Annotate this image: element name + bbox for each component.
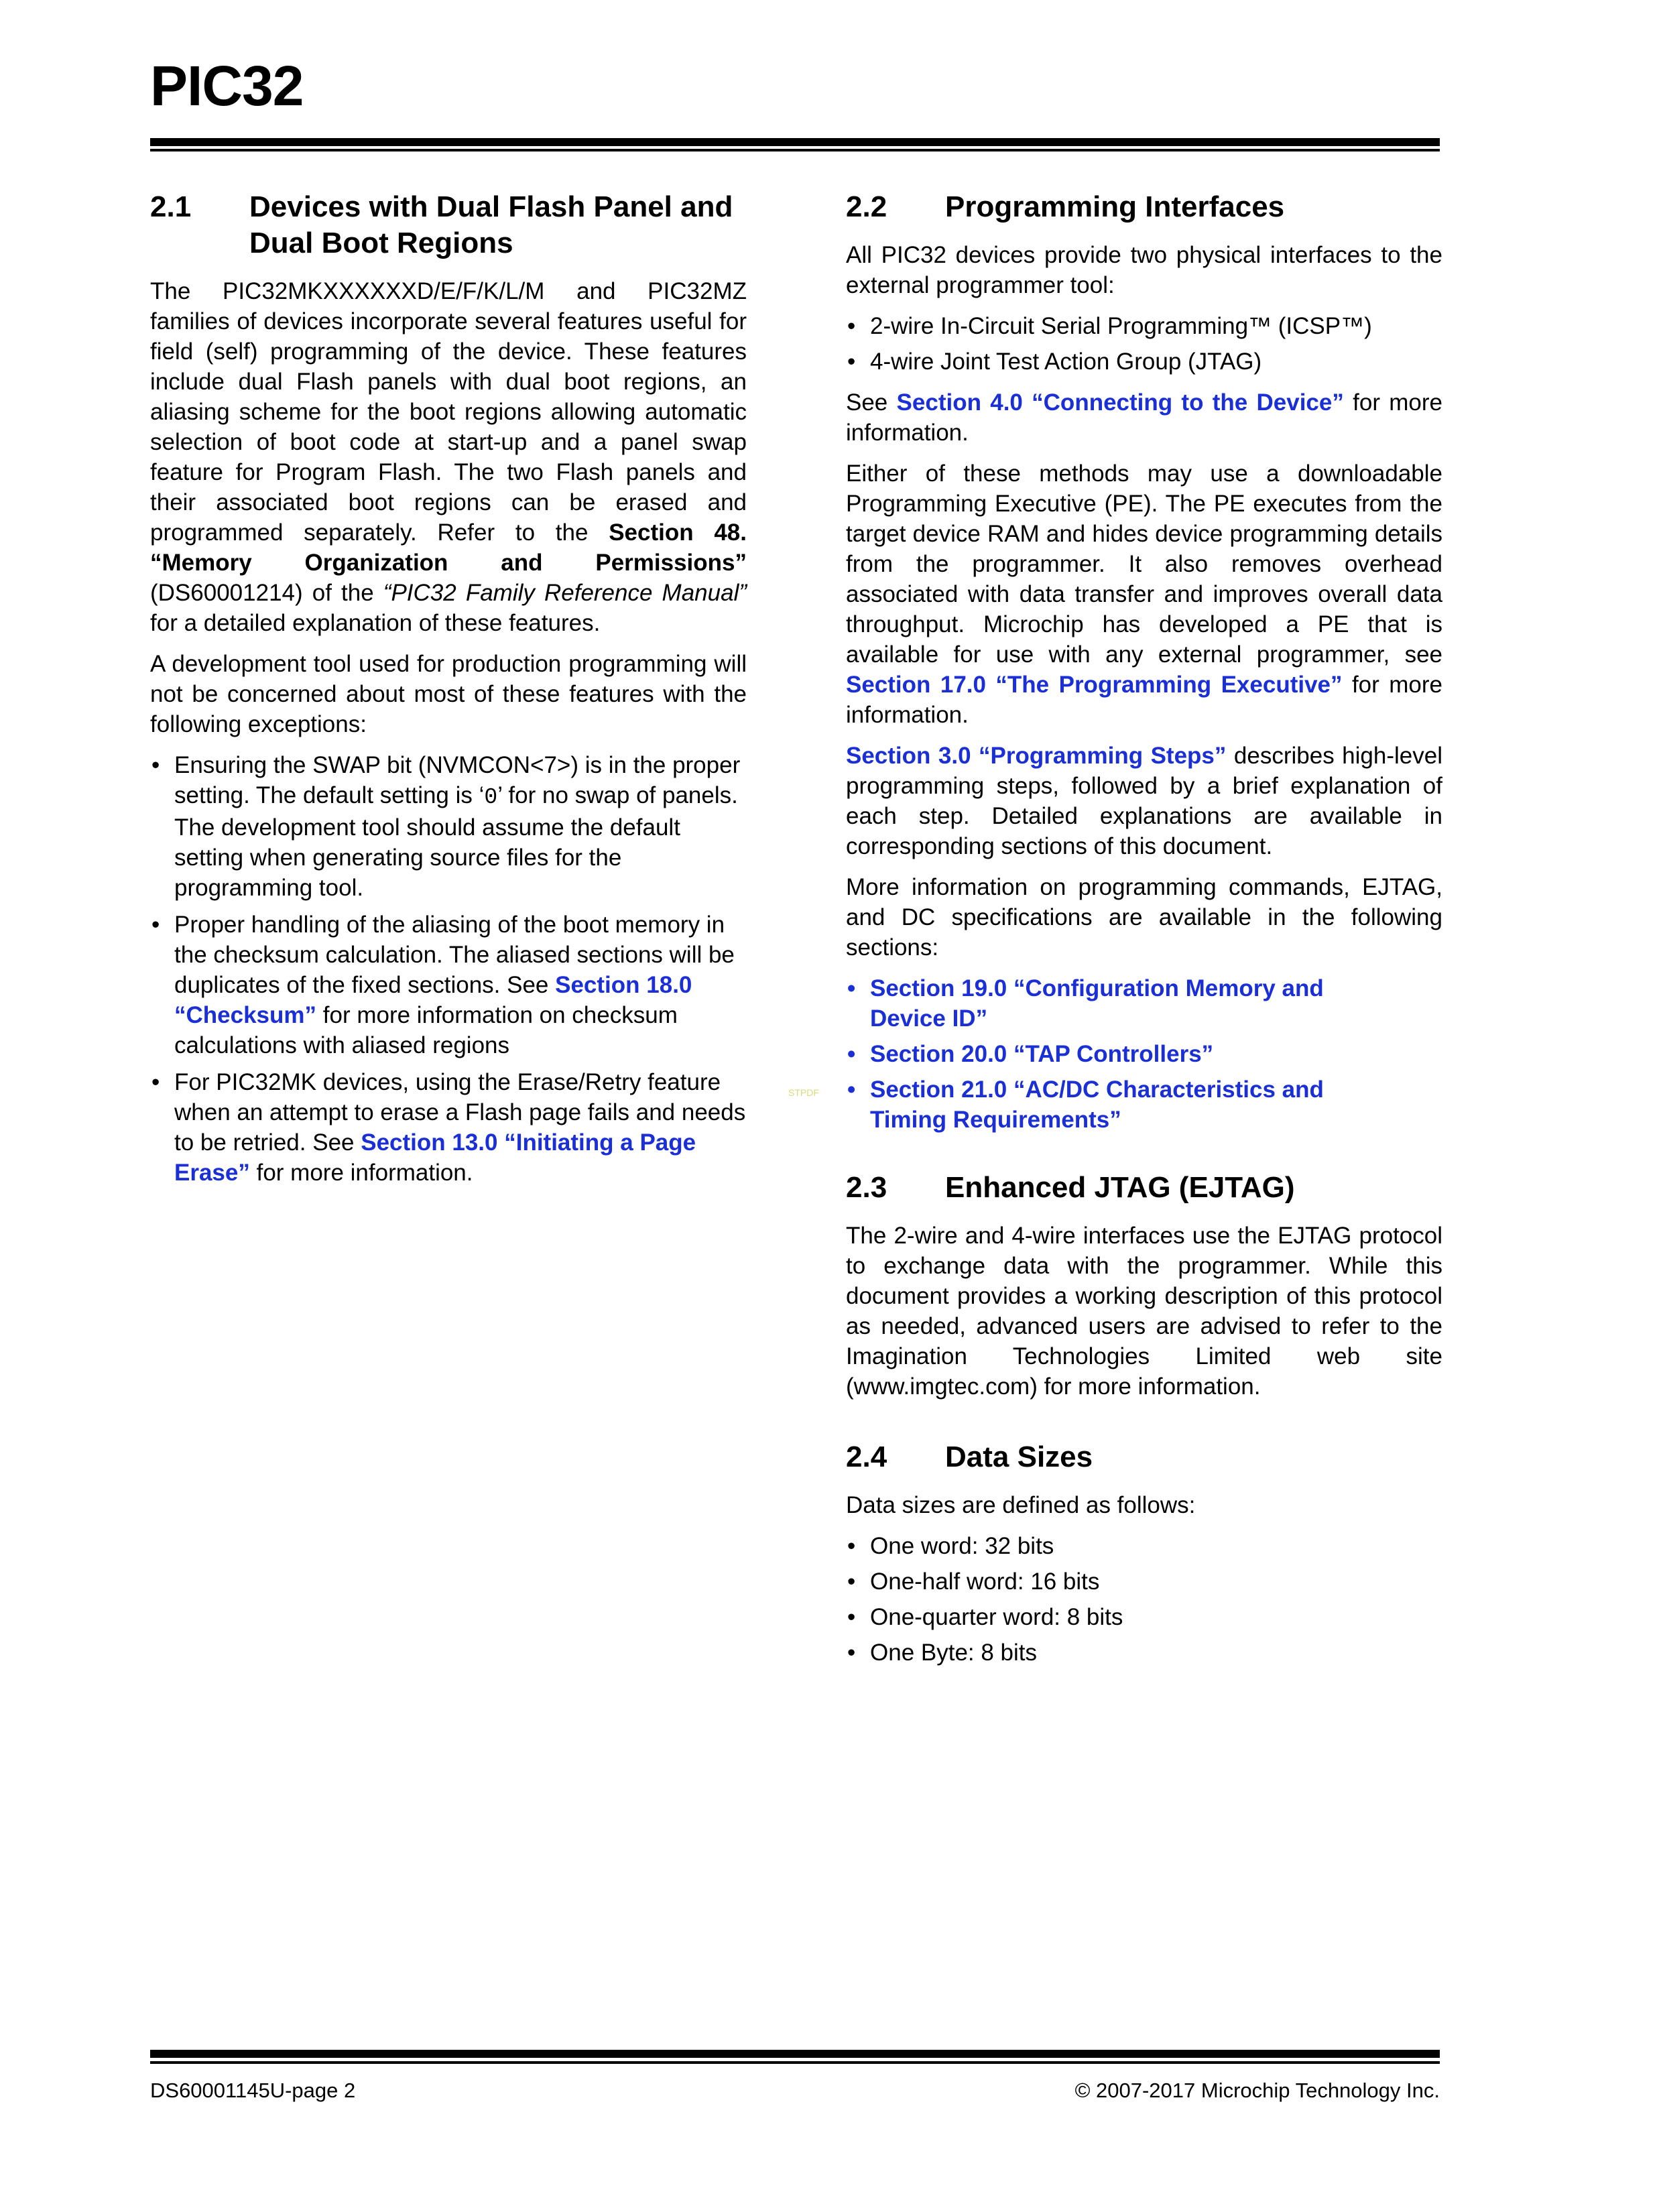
section-20-link[interactable]: • Section 20.0 “TAP Controllers”: [846, 1039, 1355, 1069]
data-sizes-list: [846, 1531, 1442, 1668]
section-18-link[interactable]: Section 18.0 “Checksum”: [174, 972, 692, 1028]
section-21-link[interactable]: • Section 21.0 “AC/DC Characteristics and Timing Requirements”: [846, 1074, 1355, 1135]
watermark: STPDF: [788, 1087, 819, 1098]
list-item: • One word: 32 bits: [846, 1531, 1442, 1561]
section-title: Devices with Dual Flash Panel and Dual Boot Regions: [249, 190, 733, 259]
related-sections-list: [846, 973, 1355, 1135]
section-2-1: [150, 189, 747, 1188]
section-2-2-paragraph-4: Section 3.0 “Programming Steps” describes high-level programming steps, followed by a brief explanation of each step. Detailed explanations are available in corresponding sections of this document.: [846, 743, 1442, 859]
section-number: 2.4: [846, 1440, 887, 1473]
section-2-1-paragraph-2: A development tool used for production programming will not be concerned about most of these features with the following exceptions:: [150, 651, 747, 737]
footer-rule-thick: [150, 2050, 1440, 2058]
footer-document-id: DS60001145U-page 2: [150, 2079, 356, 2102]
list-item: • Ensuring the SWAP bit (NVMCON<7>) is in the proper setting. The default setting is ‘0’ for no swap of panels. The development tool should assume the default setting when generating source files for the programming tool.: [150, 750, 747, 903]
footer-rule-thin: [150, 2061, 1440, 2064]
code-value: 0: [484, 785, 498, 810]
section-3-link[interactable]: Section 3.0 “Programming Steps”: [846, 743, 1227, 769]
section-17-link[interactable]: Section 17.0 “The Programming Executive”: [846, 672, 1343, 698]
page-title: PIC32: [150, 54, 304, 117]
section-2-4-paragraph-1: Data sizes are defined as follows:: [846, 1492, 1196, 1518]
section-title: Programming Interfaces: [945, 190, 1285, 223]
section-title: Data Sizes: [945, 1440, 1093, 1473]
section-heading: [846, 1439, 1442, 1475]
section-heading: [150, 189, 747, 261]
section-2-2-paragraph-1: All PIC32 devices provide two physical interfaces to the external programmer tool:: [846, 242, 1442, 298]
reference-italic: “PIC32 Family Reference Manual”: [383, 580, 747, 606]
section-number: 2.3: [846, 1171, 887, 1204]
interfaces-list: [846, 311, 1442, 377]
section-2-2-paragraph-3: Either of these methods may use a downloadable Programming Executive (PE). The PE executes from the target device RAM and hides device programming details from the programmer. It also removes overhead associated with data transfer and improves overall data throughput. Microchip has developed a PE that is available for use with any external programmer, see Section 17.0 “The Programming Executive” for more information.: [846, 460, 1442, 728]
list-item: • 4-wire Joint Test Action Group (JTAG): [846, 347, 1442, 377]
header-rule-thin: [150, 149, 1440, 151]
reference-bold: Section 48. “Memory Organization and Permissions”: [150, 519, 747, 576]
section-2-2-paragraph-2: See Section 4.0 “Connecting to the Device” for more information.: [846, 389, 1442, 446]
section-13-link[interactable]: Section 13.0 “Initiating a Page Erase”: [174, 1129, 696, 1186]
list-item: • For PIC32MK devices, using the Erase/Retry feature when an attempt to erase a Flash page fails and needs to be retried. See Section 13.0 “Initiating a Page Erase” for more information.: [150, 1067, 747, 1188]
list-item: • One-quarter word: 8 bits: [846, 1602, 1442, 1632]
section-19-link[interactable]: • Section 19.0 “Configuration Memory and Device ID”: [846, 973, 1355, 1034]
list-item: • One-half word: 16 bits: [846, 1566, 1442, 1597]
list-item: • Proper handling of the aliasing of the boot memory in the checksum calculation. The aliased sections will be duplicates of the fixed sections. See Section 18.0 “Checksum” for more information on checksum calculations with aliased regions: [150, 910, 747, 1060]
header-rule-thick: [150, 138, 1440, 146]
section-heading: [846, 1170, 1442, 1206]
section-2-2: [846, 189, 1442, 1135]
section-number: 2.1: [150, 190, 192, 223]
list-item: • One Byte: 8 bits: [846, 1638, 1442, 1668]
section-heading: [846, 189, 1442, 225]
section-2-4: [846, 1439, 1442, 1668]
section-2-3-paragraph-1: The 2-wire and 4-wire interfaces use the EJTAG protocol to exchange data with the programmer. While this document provides a working description of this protocol as needed, advanced users are advised to refer to the Imagination Technologies Limited web site (www.imgtec.com) for more information.: [846, 1223, 1442, 1400]
exceptions-list: [150, 750, 747, 1188]
section-number: 2.2: [846, 190, 887, 223]
section-2-3: [846, 1170, 1442, 1402]
section-2-1-paragraph-1: The PIC32MKXXXXXXD/E/F/K/L/M and PIC32MZ families of devices incorporate several features useful for field (self) programming of the device. These features include dual Flash panels with dual boot regions, an aliasing scheme for the boot regions allowing automatic selection of boot code at start-up and a panel swap feature for Program Flash. The two Flash panels and their associated boot regions can be erased and programmed separately. Refer to the Section 48. “Memory Organization and Permissions” (DS60001214) of the “PIC32 Family Reference Manual” for a detailed explanation of these features.: [150, 278, 747, 636]
section-2-2-paragraph-5: More information on programming commands, EJTAG, and DC specifications are available in the following sections:: [846, 874, 1442, 961]
footer-copyright: © 2007-2017 Microchip Technology Inc.: [1074, 2079, 1440, 2102]
list-item: • 2-wire In-Circuit Serial Programming™ (ICSP™): [846, 311, 1442, 341]
section-title: Enhanced JTAG (EJTAG): [945, 1171, 1295, 1204]
section-4-link[interactable]: Section 4.0 “Connecting to the Device”: [896, 389, 1344, 416]
